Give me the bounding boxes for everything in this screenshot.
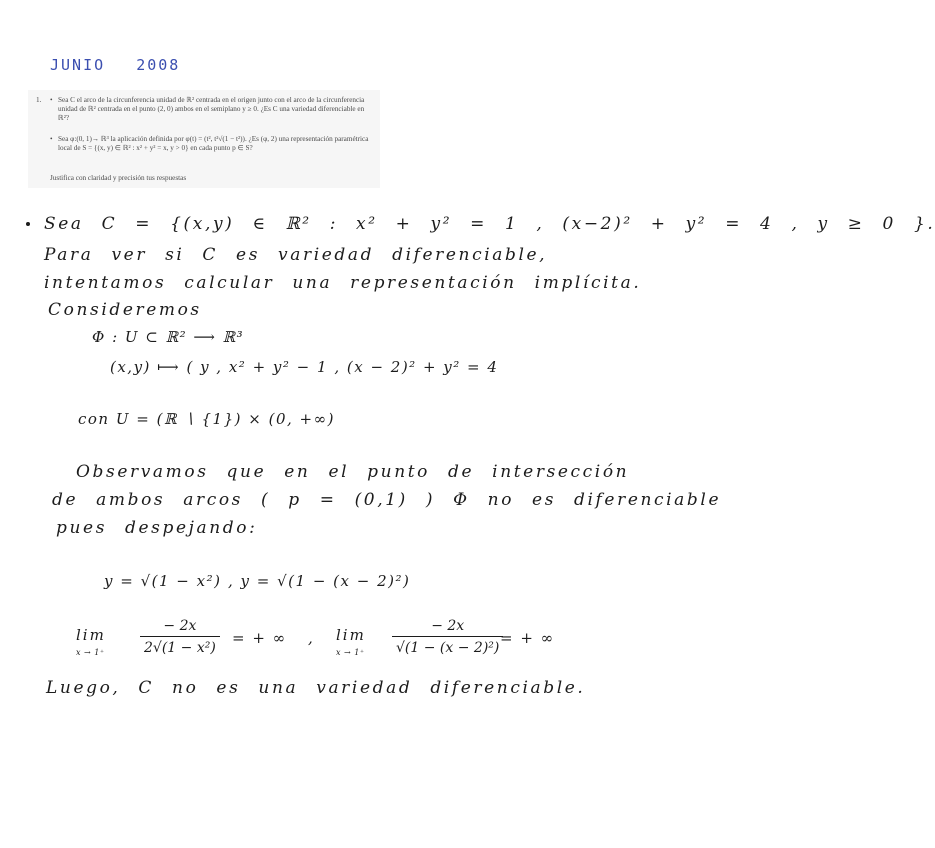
solution-line-2: Para ver si C es variedad diferenciable, xyxy=(44,245,548,265)
solution-line-5: Observamos que en el punto de intersección xyxy=(76,462,630,482)
limit-1-word: lim xyxy=(76,626,106,644)
conclusion-line: Luego, C no es una variedad diferenciable. xyxy=(46,678,586,698)
limit-2-result: = + ∞ xyxy=(500,629,555,647)
limit-1-result: = + ∞ xyxy=(232,629,287,647)
problem-statement-image xyxy=(28,90,380,188)
solution-line-7: pues despejando: xyxy=(56,518,258,538)
sqrt-equation-2: , y = √(1 − (x − 2)²) xyxy=(228,572,411,590)
problem-item-2: • Sea φ:(0, 1)→ ℝ³ la aplicación definida por φ(t) = (t², t²√(1 − t²)). ¿Es (φ, 2) una representación paramétrica local de S = {(x, y) ∈ ℝ² : x² + y² = x, y > 0} en cada punto p ∈ S? xyxy=(58,135,374,153)
limit-2-fraction xyxy=(392,618,503,656)
exam-month: JUNIO xyxy=(50,56,106,74)
solution-line-3: intentamos calcular una representación implícita. xyxy=(44,273,642,293)
limit-2-subscript: x → 1⁺ xyxy=(336,648,365,657)
problem-item-1: • Sea C el arco de la circunferencia unidad de ℝ² centrada en el origen junto con el arco de la circunferencia unidad de ℝ² centrada en el punto (2, 0) ambos en el semiplano y ≥ 0. ¿Es C una variedad diferenciable en ℝ²? xyxy=(58,96,374,123)
domain-definition: con U = (ℝ ∖ {1}) × (0, +∞) xyxy=(78,410,335,428)
solution-line-4: Consideremos xyxy=(48,300,202,320)
solution-line-6: de ambos arcos ( p = (0,1) ) Φ no es diferenciable xyxy=(52,490,722,510)
sqrt-equation-1: y = √(1 − x²) xyxy=(104,572,222,590)
map-definition: Φ : U ⊂ ℝ² ⟶ ℝ³ xyxy=(92,328,245,346)
limit-1-subscript: x → 1⁺ xyxy=(76,648,105,657)
limit-1-fraction xyxy=(140,618,220,656)
problem-number: 1. xyxy=(36,96,42,104)
limit-2-operator xyxy=(336,626,366,657)
problem-footer: Justifica con claridad y precisión tus respuestas xyxy=(50,174,187,182)
bullet-icon xyxy=(26,222,30,226)
limit-2-numerator: − 2x xyxy=(431,618,465,634)
limit-1-denominator: 2√(1 − x²) xyxy=(144,640,216,656)
limit-1-numerator: − 2x xyxy=(163,618,197,634)
map-rule: (x,y) ⟼ ( y , x² + y² − 1 , (x − 2)² + y² = 4 xyxy=(110,358,499,376)
exam-heading xyxy=(50,56,200,74)
limit-separator: , xyxy=(308,629,315,647)
solution-line-1: Sea C = {(x,y) ∈ ℝ² : x² + y² = 1 , (x−2)² + y² = 4 , y ≥ 0 }. xyxy=(44,214,935,234)
limit-2-denominator: √(1 − (x − 2)²) xyxy=(396,640,500,656)
exam-year: 2008 xyxy=(136,56,181,74)
limit-2-word: lim xyxy=(336,626,366,644)
limit-1-operator xyxy=(76,626,106,657)
